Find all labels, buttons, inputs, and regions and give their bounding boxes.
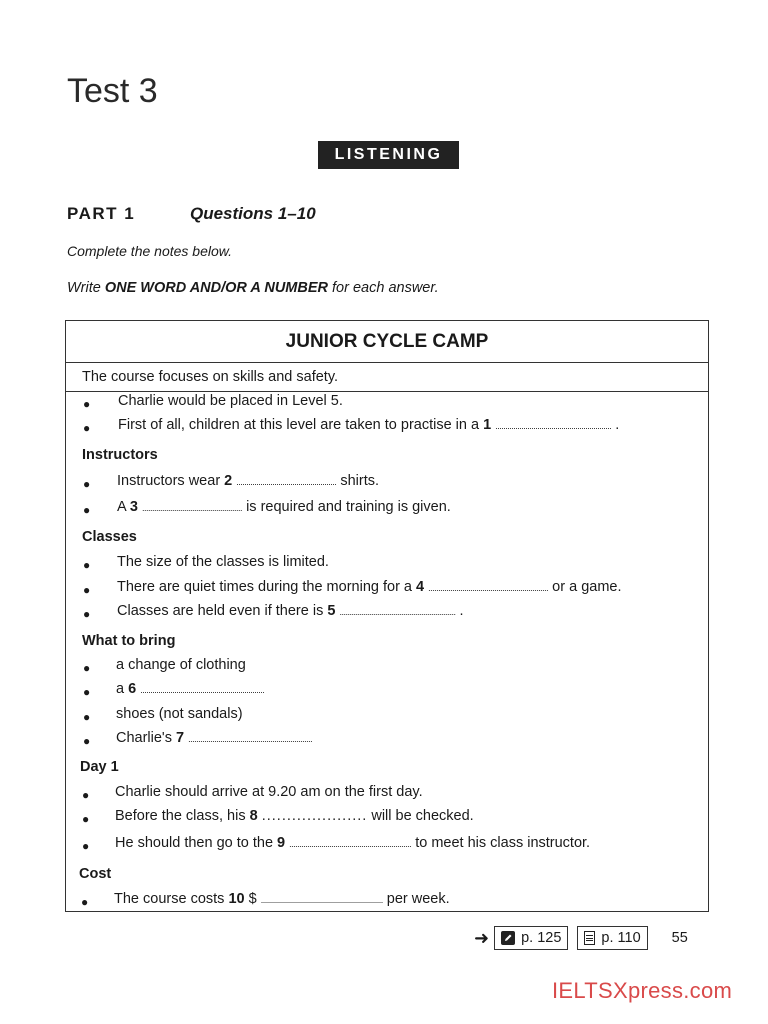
instruction-prefix: Write bbox=[67, 280, 105, 296]
note-text: He should then go to the bbox=[115, 835, 278, 851]
note-text: is required and training is given. bbox=[242, 499, 451, 515]
note-text: Charlie's bbox=[116, 730, 176, 746]
question-number: 8 bbox=[249, 808, 258, 824]
questions-range: Questions 1–10 bbox=[190, 204, 316, 223]
note-line bbox=[116, 681, 264, 697]
question-number: 4 bbox=[416, 579, 425, 595]
answer-blank[interactable]: .............................................................. bbox=[140, 685, 265, 695]
bullet-icon: ● bbox=[83, 558, 91, 572]
answer-blank[interactable]: .............................................................. bbox=[188, 734, 313, 744]
answer-blank[interactable]: ..................... bbox=[261, 808, 368, 824]
note-line bbox=[118, 417, 619, 433]
note-line bbox=[117, 579, 622, 595]
bullet-icon: ● bbox=[82, 788, 90, 802]
note-line bbox=[115, 835, 590, 851]
note-text: A bbox=[117, 499, 130, 515]
question-number: 2 bbox=[224, 473, 233, 489]
question-number: 3 bbox=[129, 499, 138, 515]
question-number: 7 bbox=[175, 730, 185, 746]
instruction-word-limit bbox=[67, 280, 439, 296]
instruction-suffix: for each answer. bbox=[328, 280, 439, 296]
notes-box bbox=[65, 320, 709, 912]
page-footer bbox=[474, 926, 688, 950]
document-icon bbox=[584, 931, 595, 945]
note-text: First of all, children at this level are taken to practise in a bbox=[118, 417, 484, 433]
answer-key-reference[interactable] bbox=[494, 926, 568, 950]
note-line bbox=[115, 808, 474, 824]
bullet-icon: ● bbox=[83, 503, 91, 517]
note-text: . bbox=[611, 417, 620, 433]
bullet-icon: ● bbox=[83, 734, 91, 748]
note-line bbox=[114, 891, 450, 907]
answer-blank[interactable]: ............................................................. bbox=[289, 839, 412, 849]
note-text: The course costs bbox=[114, 891, 229, 907]
section-heading: Cost bbox=[79, 866, 112, 882]
note-text: shoes (not sandals) bbox=[116, 706, 243, 722]
note-text: . bbox=[455, 603, 464, 619]
answer-blank[interactable]: .................................................. bbox=[142, 503, 243, 513]
note-text: will be checked. bbox=[367, 808, 474, 824]
note-text: Instructors wear bbox=[117, 473, 225, 489]
bullet-icon: ● bbox=[83, 583, 91, 597]
note-line bbox=[115, 784, 423, 800]
section-heading: Classes bbox=[82, 529, 137, 545]
notes-intro: The course focuses on skills and safety. bbox=[66, 363, 708, 392]
bullet-icon: ● bbox=[83, 607, 91, 621]
note-text: a bbox=[116, 681, 129, 697]
bullet-icon: ● bbox=[83, 397, 91, 411]
part-heading bbox=[67, 204, 316, 224]
note-text: shirts. bbox=[336, 473, 380, 489]
note-line bbox=[117, 499, 451, 515]
section-heading: What to bring bbox=[82, 633, 176, 649]
note-text: Before the class, his bbox=[115, 808, 250, 824]
transcript-page: p. 110 bbox=[601, 930, 641, 946]
answer-blank[interactable]: .......................................................... bbox=[339, 607, 456, 617]
note-line: Charlie would be placed in Level 5. bbox=[118, 393, 343, 409]
transcript-reference[interactable] bbox=[577, 926, 647, 950]
question-number: 6 bbox=[128, 681, 137, 697]
section-badge: LISTENING bbox=[318, 141, 459, 169]
notes-title: JUNIOR CYCLE CAMP bbox=[66, 321, 708, 363]
note-text: Classes are held even if there is bbox=[117, 603, 328, 619]
bullet-icon: ● bbox=[83, 661, 91, 675]
watermark: IELTSXpress.com bbox=[552, 978, 733, 1003]
bullet-icon: ● bbox=[83, 685, 91, 699]
pencil-icon bbox=[501, 931, 515, 945]
note-text: There are quiet times during the morning for a bbox=[117, 579, 417, 595]
answer-blank[interactable]: ............................................................ bbox=[428, 583, 549, 593]
instruction-complete-notes: Complete the notes below. bbox=[67, 243, 232, 259]
bullet-icon: ● bbox=[82, 839, 90, 853]
note-text: per week. bbox=[382, 891, 450, 907]
section-heading: Instructors bbox=[82, 447, 158, 463]
test-title: Test 3 bbox=[67, 72, 158, 110]
part-label: PART 1 bbox=[67, 204, 136, 223]
note-line bbox=[117, 554, 329, 570]
page-number: 55 bbox=[671, 930, 688, 946]
answer-blank[interactable]: .................................................. bbox=[236, 477, 337, 487]
bullet-icon: ● bbox=[81, 895, 89, 909]
question-number: 10 bbox=[228, 891, 245, 907]
note-text: to meet his class instructor. bbox=[411, 835, 591, 851]
note-line bbox=[116, 730, 312, 746]
answer-blank[interactable]: .......................................................... bbox=[495, 421, 612, 431]
note-line bbox=[117, 473, 379, 489]
instruction-word-limit-bold: ONE WORD AND/OR A NUMBER bbox=[104, 280, 328, 296]
bullet-icon: ● bbox=[83, 421, 91, 435]
arrow-right-icon: ➜ bbox=[474, 927, 490, 948]
bullet-icon: ● bbox=[82, 812, 90, 826]
question-number: 5 bbox=[327, 603, 336, 619]
question-number: 1 bbox=[483, 417, 492, 433]
answer-blank[interactable]: ............................................................. bbox=[260, 895, 383, 905]
note-text: Charlie should arrive at 9.20 am on the first day. bbox=[115, 784, 423, 800]
note-line bbox=[116, 706, 243, 722]
note-text: or a game. bbox=[548, 579, 622, 595]
section-heading: Day 1 bbox=[80, 759, 119, 775]
bullet-icon: ● bbox=[83, 710, 91, 724]
note-line bbox=[116, 657, 246, 673]
note-line bbox=[117, 603, 464, 619]
currency-symbol: $ bbox=[248, 891, 257, 907]
bullet-icon: ● bbox=[83, 477, 91, 491]
answer-key-page: p. 125 bbox=[521, 930, 562, 946]
note-text: a change of clothing bbox=[116, 657, 246, 673]
question-number: 9 bbox=[277, 835, 286, 851]
note-text: The size of the classes is limited. bbox=[117, 554, 329, 570]
